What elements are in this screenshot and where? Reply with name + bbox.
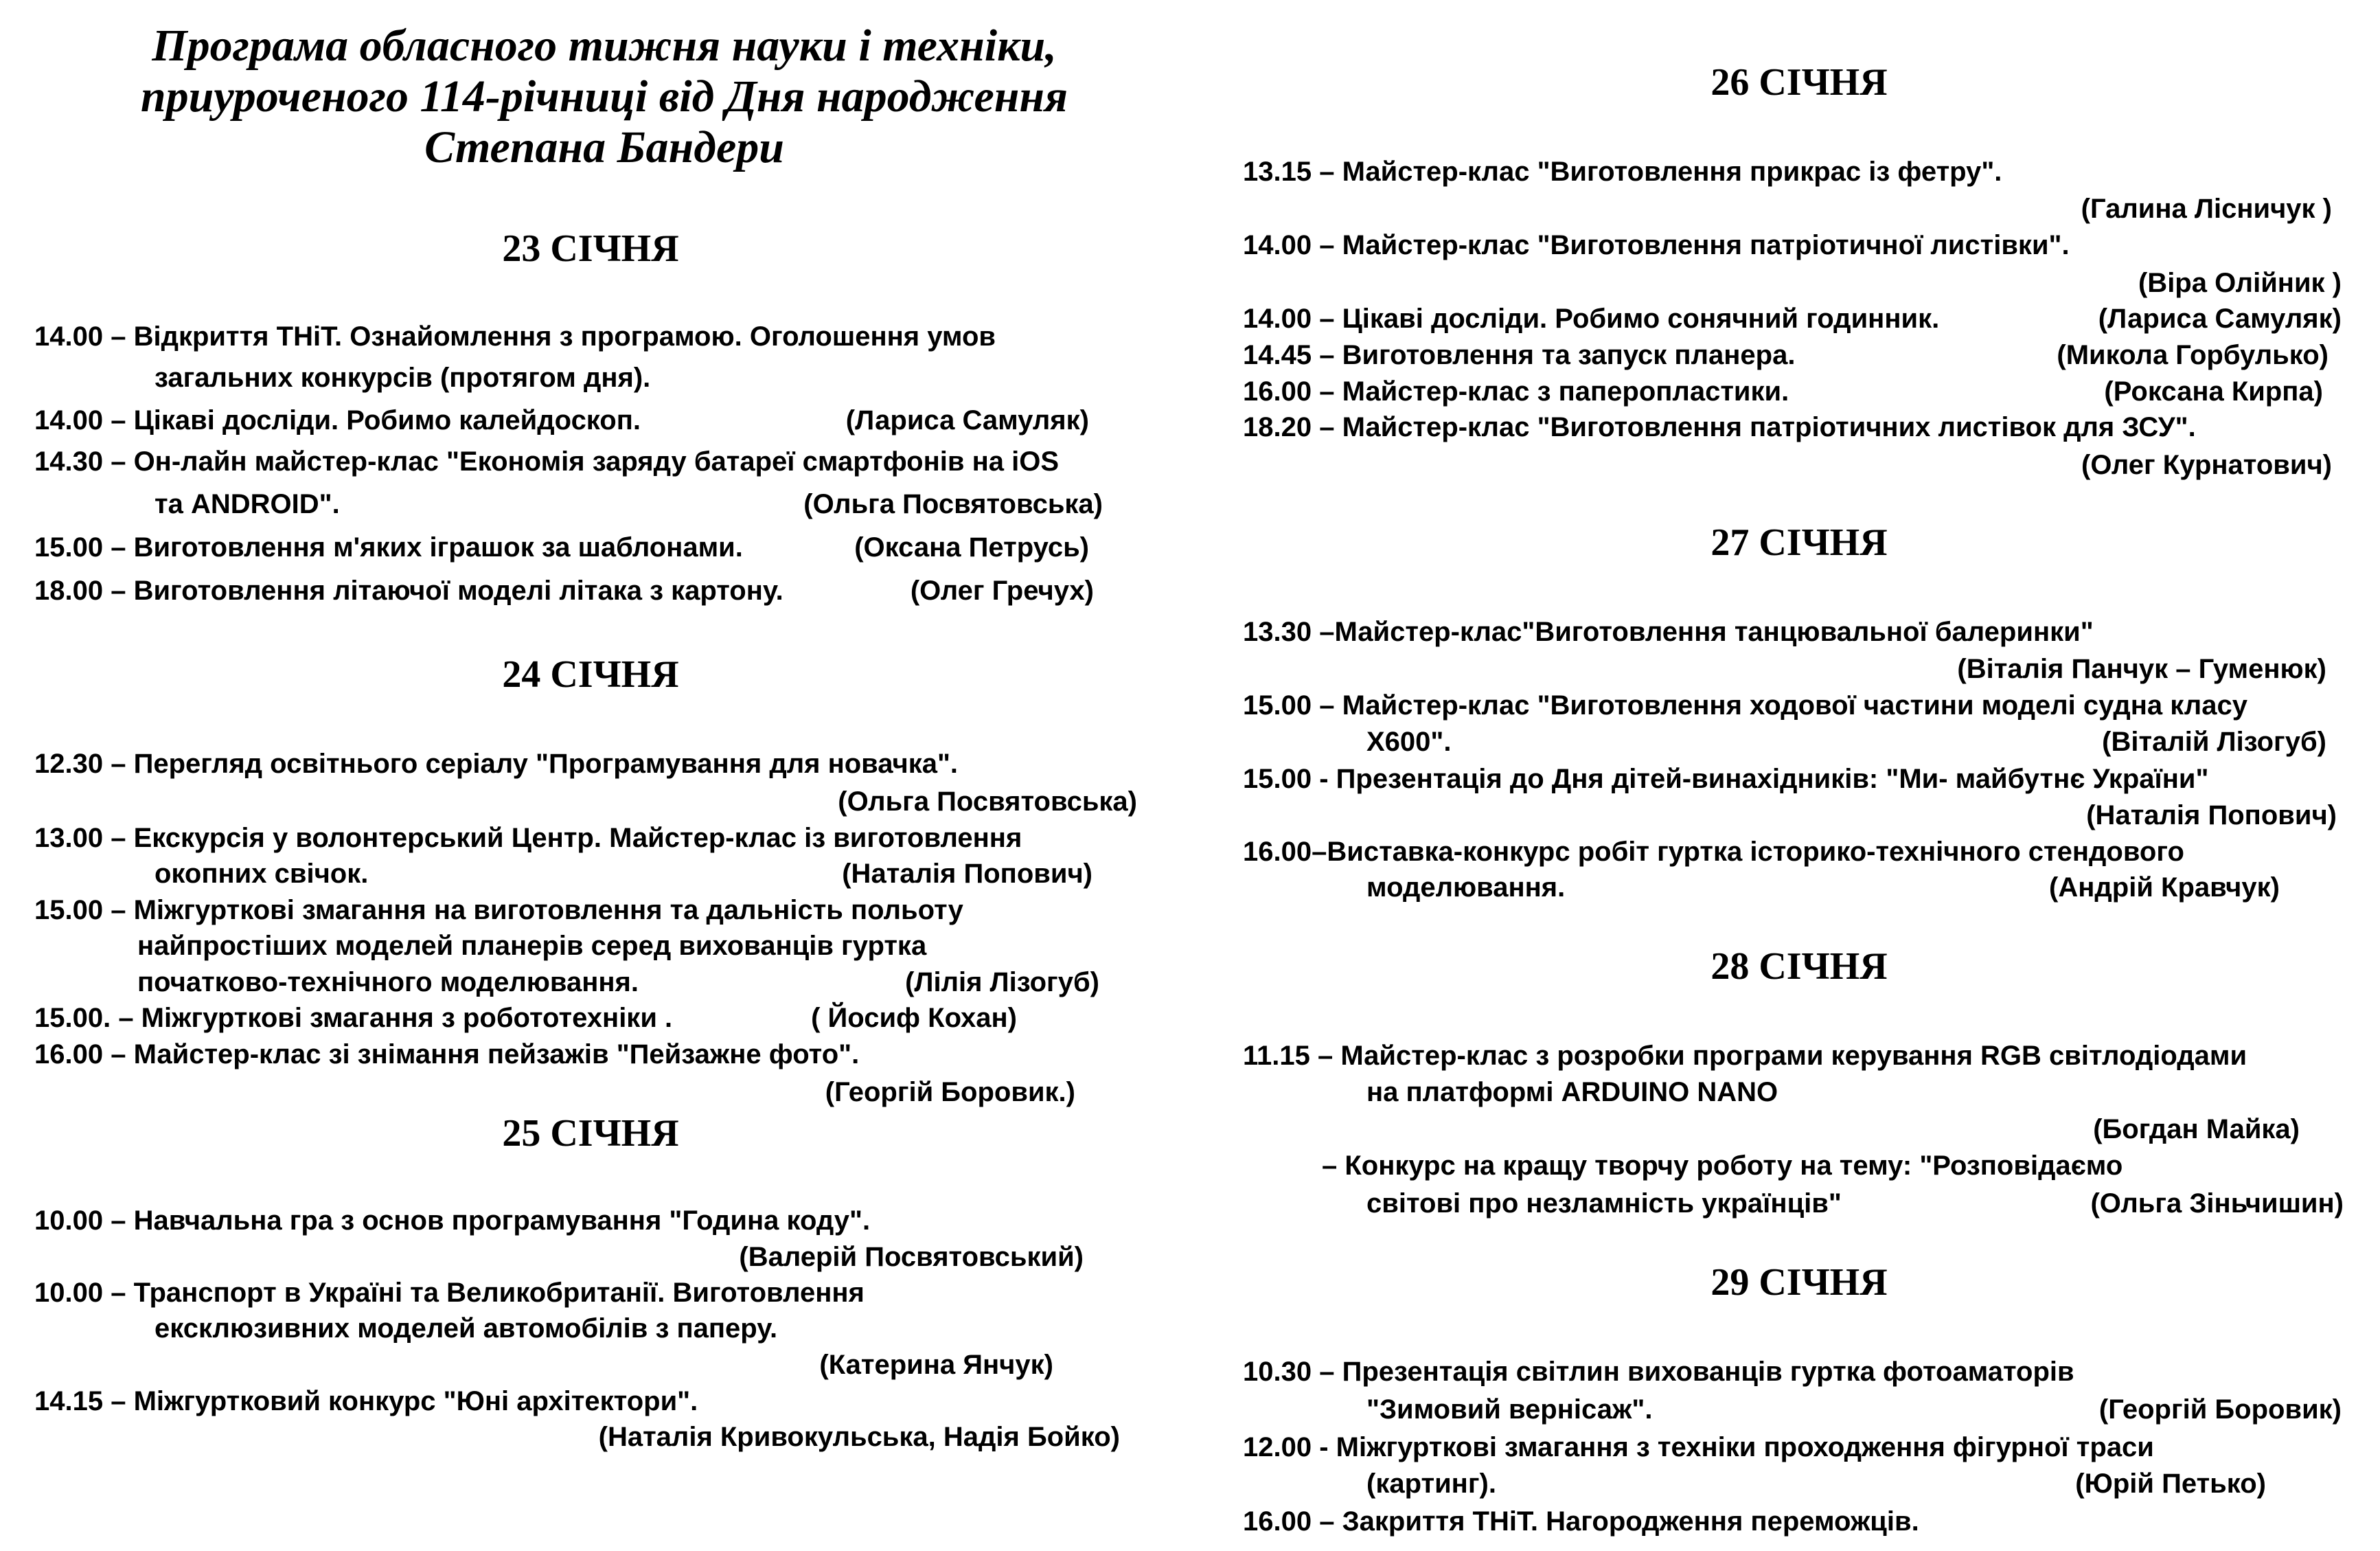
event-line: 14.00 – Цікаві досліди. Робимо калейдоскоп.	[34, 405, 641, 435]
event-line: 10.00 – Транспорт в Україні та Великобританії. Виготовлення	[34, 1278, 865, 1308]
event-line: 12.30 – Перегляд освітнього серіалу "Програмування для новачка".	[34, 749, 959, 779]
event-author: (Наталія Кривокульська, Надія Бойко)	[598, 1422, 1120, 1452]
event-author: (Лілія Лізогуб)	[905, 967, 1099, 997]
event-line: початково-технічного моделювання.	[137, 967, 639, 997]
event-author: (Георгій Боровик.)	[825, 1077, 1075, 1107]
event-line: 11.15 – Майстер-клас з розробки програми керування RGB світлодіодами	[1243, 1041, 2247, 1071]
event-author: (Андрій Кравчук)	[2049, 872, 2280, 903]
event-line: 10.00 – Навчальна гра з основ програмування "Година коду".	[34, 1205, 871, 1236]
event-line: окопних свічок.	[155, 859, 369, 889]
title-line: Степана Бандери	[424, 122, 784, 172]
event-author: (Лариса Самуляк)	[2098, 304, 2342, 334]
event-line: 14.45 – Виготовлення та запуск планера.	[1243, 340, 1796, 370]
event-author: (Олег Курнатович)	[2081, 450, 2332, 480]
event-author: (Катерина Янчук)	[819, 1350, 1053, 1380]
event-line: та ANDROID".	[155, 489, 340, 519]
event-line: загальних конкурсів (протягом дня).	[155, 363, 651, 393]
event-line: 18.20 – Майстер-клас "Виготовлення патріотичних листівок для ЗСУ".	[1243, 412, 2196, 442]
event-line: 15.00. – Міжгурткові змагання з робототехніки .	[34, 1003, 673, 1033]
event-line: 14.00 – Майстер-клас "Виготовлення патріотичної листівки".	[1243, 230, 2070, 260]
event-line: – Конкурс на кращу творчу роботу на тему: "Розповідаємо	[1322, 1151, 2123, 1181]
event-author: (Оксана Петрусь)	[854, 532, 1089, 563]
event-author: (Наталія Попович)	[842, 859, 1092, 889]
event-line: X600".	[1366, 727, 1452, 757]
event-line: 16.00 – Закриття ТНіТ. Нагородження переможців.	[1243, 1506, 1919, 1537]
event-line: 16.00 – Майстер-клас зі знімання пейзажів "Пейзажне фото".	[34, 1039, 860, 1069]
event-line: 15.00 – Виготовлення м'яких іграшок за шаблонами.	[34, 532, 743, 563]
event-line: 16.00 – Майстер-клас з паперопластики.	[1243, 376, 1789, 407]
event-author: (Ольга Посвятовська)	[838, 786, 1137, 817]
event-author: (Ольга Посвятовська)	[803, 489, 1103, 519]
event-line: 13.00 – Екскурсія у волонтерський Центр. Майстер-клас із виготовлення	[34, 823, 1022, 853]
event-author: (Олег Гречух)	[910, 576, 1094, 606]
event-author: (Віталій Лізогуб)	[2102, 727, 2326, 757]
event-author: (Роксана Кирпа)	[2104, 376, 2323, 407]
event-author: (Галина Лісничук )	[2081, 194, 2332, 224]
event-author: (Юрій Петько)	[2075, 1469, 2266, 1499]
day-heading-23: 23 СІЧНЯ	[502, 227, 679, 270]
day-heading-26: 26 СІЧНЯ	[1710, 61, 1888, 104]
event-line: 16.00–Виставка-конкурс робіт гуртка історико-технічного стендового	[1243, 837, 2184, 867]
event-author: (Микола Горбулько)	[2057, 340, 2328, 370]
event-line: 15.00 - Презентація до Дня дітей-винахідників: "Ми- майбутнє України"	[1243, 764, 2209, 794]
day-heading-24: 24 СІЧНЯ	[502, 653, 679, 696]
event-author: (Ольга Зіньчишин)	[2090, 1188, 2344, 1219]
event-line: 14.30 – Он-лайн майстер-клас "Економія заряду батареї смартфонів на iOS	[34, 446, 1060, 477]
day-heading-27: 27 СІЧНЯ	[1710, 521, 1888, 564]
event-line: світові про незламність українців"	[1366, 1188, 1842, 1219]
event-line: 12.00 - Міжгурткові змагання з техніки проходження фігурної траси	[1243, 1432, 2154, 1462]
event-author: (Віра Олійник )	[2138, 268, 2342, 298]
event-author: (Валерій Посвятовський)	[739, 1242, 1084, 1272]
event-line: 15.00 – Міжгурткові змагання на виготовлення та дальність польоту	[34, 895, 963, 925]
event-line: 18.00 – Виготовлення літаючої моделі літака з картону.	[34, 576, 783, 606]
event-line: на платформі ARDUINO NANO	[1366, 1077, 1778, 1107]
event-line: 10.30 – Презентація світлин вихованців гуртка фотоаматорів	[1243, 1357, 2074, 1387]
event-line: "Зимовий вернісаж".	[1366, 1394, 1653, 1425]
event-author: (Лариса Самуляк)	[845, 405, 1089, 435]
event-line: 13.30 –Майстер-клас"Виготовлення танцювальної балеринки"	[1243, 617, 2094, 647]
event-line: моделювання.	[1366, 872, 1566, 903]
event-line: 15.00 – Майстер-клас "Виготовлення ходової частини моделі судна класу	[1243, 690, 2247, 721]
event-line: (картинг).	[1366, 1469, 1496, 1499]
day-heading-25: 25 СІЧНЯ	[502, 1112, 679, 1155]
event-author: (Віталія Панчук – Гуменюк)	[1957, 654, 2326, 684]
event-line: 14.00 – Відкриття ТНіТ. Ознайомлення з програмою. Оголошення умов	[34, 321, 996, 352]
event-line: 14.00 – Цікаві досліди. Робимо сонячний годинник.	[1243, 304, 1940, 334]
event-author: (Богдан Майка)	[2093, 1114, 2300, 1144]
event-line: найпростіших моделей планерів серед вихованців гуртка	[137, 931, 927, 961]
event-author: (Георгій Боровик)	[2098, 1394, 2342, 1425]
event-line: ексклюзивних моделей автомобілів з паперу.	[155, 1313, 778, 1344]
event-line: 13.15 – Майстер-клас "Виготовлення прикрас із фетру".	[1243, 157, 2002, 187]
title-line: приуроченого 114-річниці від Дня народження	[140, 71, 1068, 122]
event-author: ( Йосиф Кохан)	[811, 1003, 1017, 1033]
day-heading-29: 29 СІЧНЯ	[1710, 1261, 1888, 1304]
event-author: (Наталія Попович)	[2086, 800, 2337, 830]
title-line: Програма обласного тижня науки і техніки,	[152, 21, 1057, 71]
day-heading-28: 28 СІЧНЯ	[1710, 945, 1888, 988]
document-title	[21, 21, 1188, 173]
event-line: 14.15 – Міжгуртковий конкурс "Юні архітектори".	[34, 1386, 698, 1416]
